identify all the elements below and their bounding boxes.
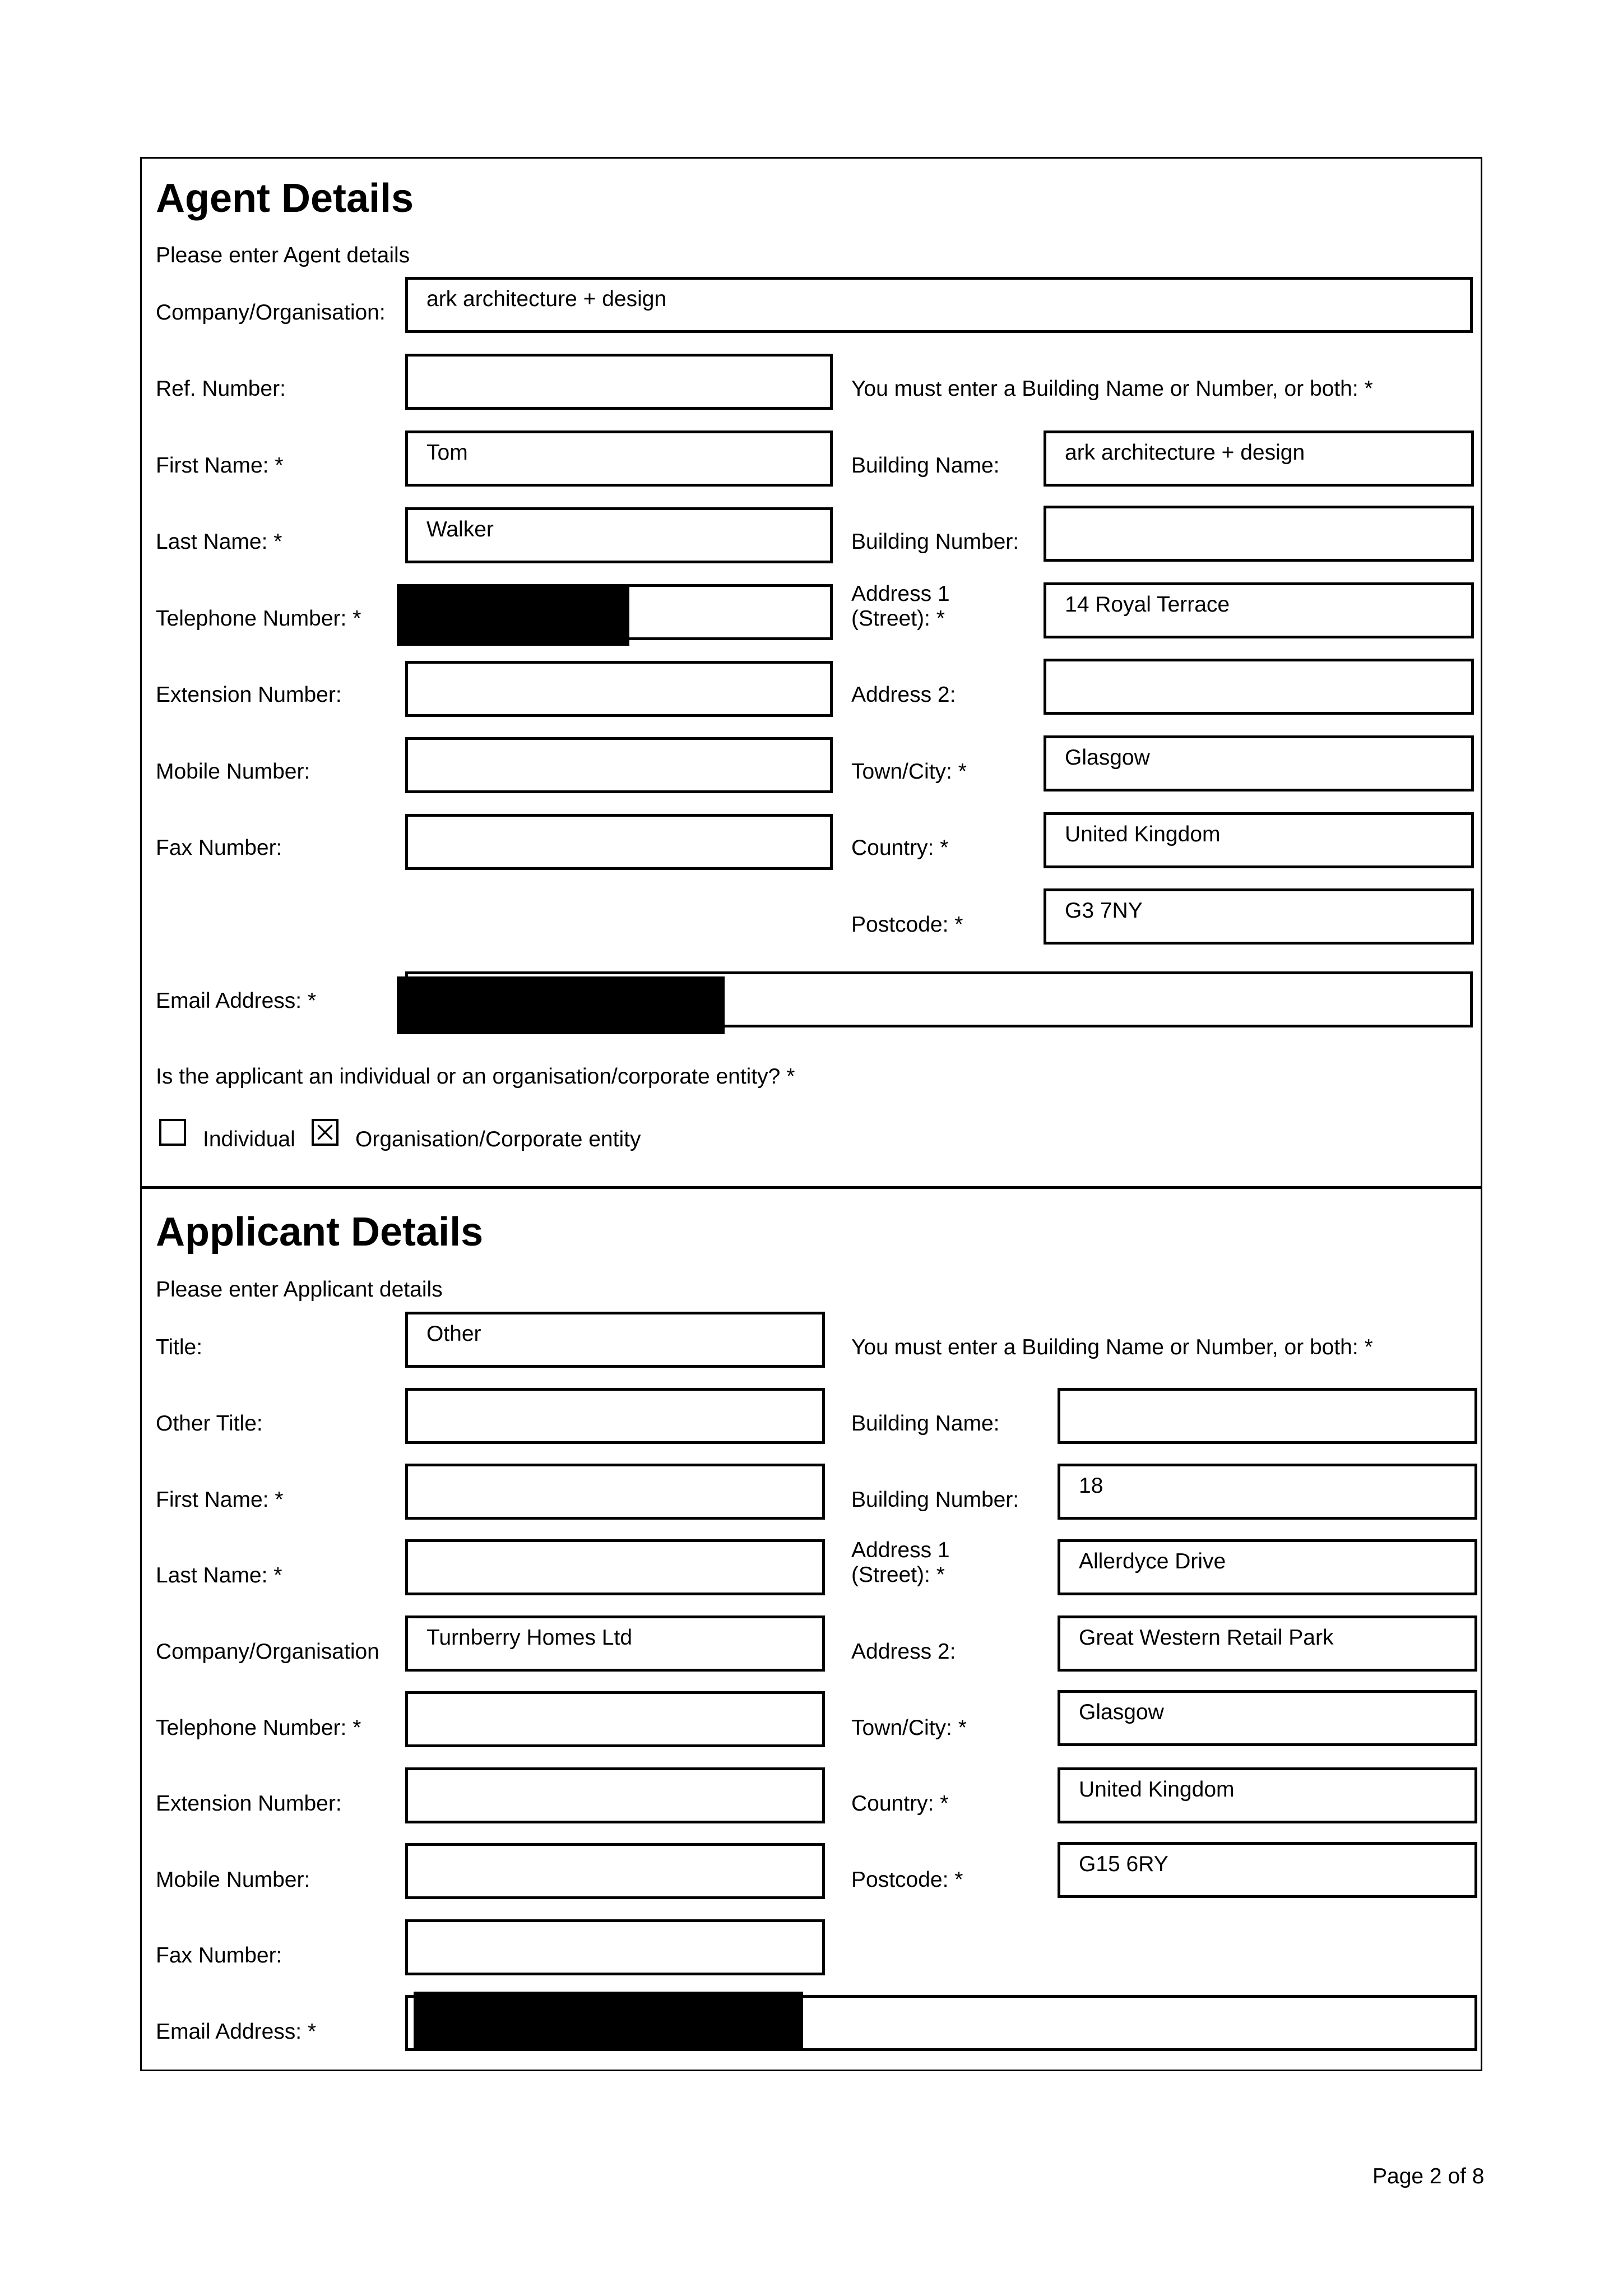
agent-ref-label: Ref. Number: — [156, 377, 286, 401]
organisation-option-label: Organisation/Corporate entity — [355, 1127, 641, 1151]
agent-building-number-field[interactable] — [1044, 506, 1474, 562]
agent-town-label: Town/City: * — [851, 760, 967, 784]
agent-first-name-label: First Name: * — [156, 453, 284, 478]
applicant-other-title-label: Other Title: — [156, 1411, 263, 1436]
agent-heading: Agent Details — [156, 176, 414, 221]
agent-address2-field[interactable] — [1044, 659, 1474, 715]
applicant-other-title-field[interactable] — [405, 1388, 825, 1444]
applicant-address1-label — [851, 1538, 950, 1587]
agent-mobile-label: Mobile Number: — [156, 760, 310, 784]
agent-last-name-label: Last Name: * — [156, 530, 282, 554]
agent-email-label: Email Address: * — [156, 989, 317, 1013]
applicant-building-name-label: Building Name: — [851, 1411, 1000, 1436]
applicant-telephone-field[interactable] — [405, 1691, 825, 1747]
applicant-mobile-field[interactable] — [405, 1843, 825, 1899]
individual-option-label: Individual — [203, 1127, 295, 1151]
applicant-town-label: Town/City: * — [851, 1716, 967, 1740]
agent-last-name-field[interactable]: Walker — [405, 507, 833, 563]
applicant-telephone-label: Telephone Number: * — [156, 1716, 361, 1740]
applicant-address1-label-line1: Address 1 — [851, 1538, 950, 1562]
agent-country-label: Country: * — [851, 836, 949, 860]
applicant-address2-field[interactable]: Great Western Retail Park — [1058, 1615, 1477, 1672]
agent-intro: Please enter Agent details — [156, 243, 410, 267]
applicant-title-field[interactable]: Other — [405, 1312, 825, 1368]
applicant-country-field[interactable]: United Kingdom — [1058, 1767, 1477, 1823]
applicant-building-number-label: Building Number: — [851, 1488, 1019, 1512]
agent-applicant-type-question: Is the applicant an individual or an organisation/corporate entity? * — [156, 1064, 795, 1089]
applicant-title-label: Title: — [156, 1335, 203, 1359]
agent-company-field[interactable]: ark architecture + design — [405, 277, 1473, 333]
applicant-heading: Applicant Details — [156, 1210, 484, 1255]
agent-telephone-label: Telephone Number: * — [156, 607, 361, 631]
applicant-last-name-field[interactable] — [405, 1539, 825, 1595]
applicant-email-label: Email Address: * — [156, 2020, 317, 2044]
agent-building-number-label: Building Number: — [851, 530, 1019, 554]
agent-postcode-label: Postcode: * — [851, 913, 963, 937]
applicant-company-field[interactable]: Turnberry Homes Ltd — [405, 1615, 825, 1672]
agent-mobile-field[interactable] — [405, 737, 833, 793]
agent-fax-label: Fax Number: — [156, 836, 282, 860]
agent-country-field[interactable]: United Kingdom — [1044, 812, 1474, 868]
applicant-fax-field[interactable] — [405, 1919, 825, 1975]
applicant-intro: Please enter Applicant details — [156, 1277, 443, 1302]
applicant-first-name-field[interactable] — [405, 1464, 825, 1520]
applicant-building-number-field[interactable]: 18 — [1058, 1464, 1477, 1520]
agent-building-name-label: Building Name: — [851, 453, 1000, 478]
individual-checkbox[interactable] — [159, 1119, 186, 1146]
applicant-first-name-label: First Name: * — [156, 1488, 284, 1512]
applicant-company-label: Company/Organisation — [156, 1640, 379, 1664]
redaction-block — [397, 976, 725, 1034]
applicant-address2-label: Address 2: — [851, 1640, 956, 1664]
agent-address2-label: Address 2: — [851, 683, 956, 707]
checkbox-x-icon — [314, 1121, 336, 1144]
applicant-mobile-label: Mobile Number: — [156, 1868, 310, 1892]
applicant-town-field[interactable]: Glasgow — [1058, 1690, 1477, 1746]
agent-building-note: You must enter a Building Name or Number, or both: * — [851, 377, 1373, 401]
agent-address1-label — [851, 582, 950, 631]
applicant-building-name-field[interactable] — [1058, 1388, 1477, 1444]
agent-ref-field[interactable] — [405, 354, 833, 410]
applicant-last-name-label: Last Name: * — [156, 1563, 282, 1587]
agent-extension-field[interactable] — [405, 661, 833, 717]
applicant-address1-field[interactable]: Allerdyce Drive — [1058, 1539, 1477, 1595]
agent-address1-field[interactable]: 14 Royal Terrace — [1044, 582, 1474, 638]
agent-extension-label: Extension Number: — [156, 683, 342, 707]
applicant-fax-label: Fax Number: — [156, 1943, 282, 1968]
agent-first-name-field[interactable]: Tom — [405, 430, 833, 487]
applicant-extension-label: Extension Number: — [156, 1792, 342, 1816]
agent-town-field[interactable]: Glasgow — [1044, 735, 1474, 791]
agent-address1-label-line1: Address 1 — [851, 582, 950, 606]
agent-building-name-field[interactable]: ark architecture + design — [1044, 430, 1474, 487]
redaction-block — [414, 1992, 803, 2050]
applicant-extension-field[interactable] — [405, 1767, 825, 1823]
applicant-postcode-field[interactable]: G15 6RY — [1058, 1842, 1477, 1898]
organisation-checkbox[interactable] — [312, 1119, 338, 1146]
applicant-postcode-label: Postcode: * — [851, 1868, 963, 1892]
applicant-country-label: Country: * — [851, 1792, 949, 1816]
applicant-address1-label-line2: (Street): * — [851, 1562, 945, 1587]
agent-address1-label-line2: (Street): * — [851, 606, 945, 631]
agent-company-label: Company/Organisation: — [156, 300, 386, 325]
applicant-building-note: You must enter a Building Name or Number, or both: * — [851, 1335, 1373, 1359]
agent-postcode-field[interactable]: G3 7NY — [1044, 888, 1474, 945]
redaction-block — [397, 584, 629, 646]
page-number: Page 2 of 8 — [1372, 2164, 1485, 2188]
agent-fax-field[interactable] — [405, 814, 833, 870]
